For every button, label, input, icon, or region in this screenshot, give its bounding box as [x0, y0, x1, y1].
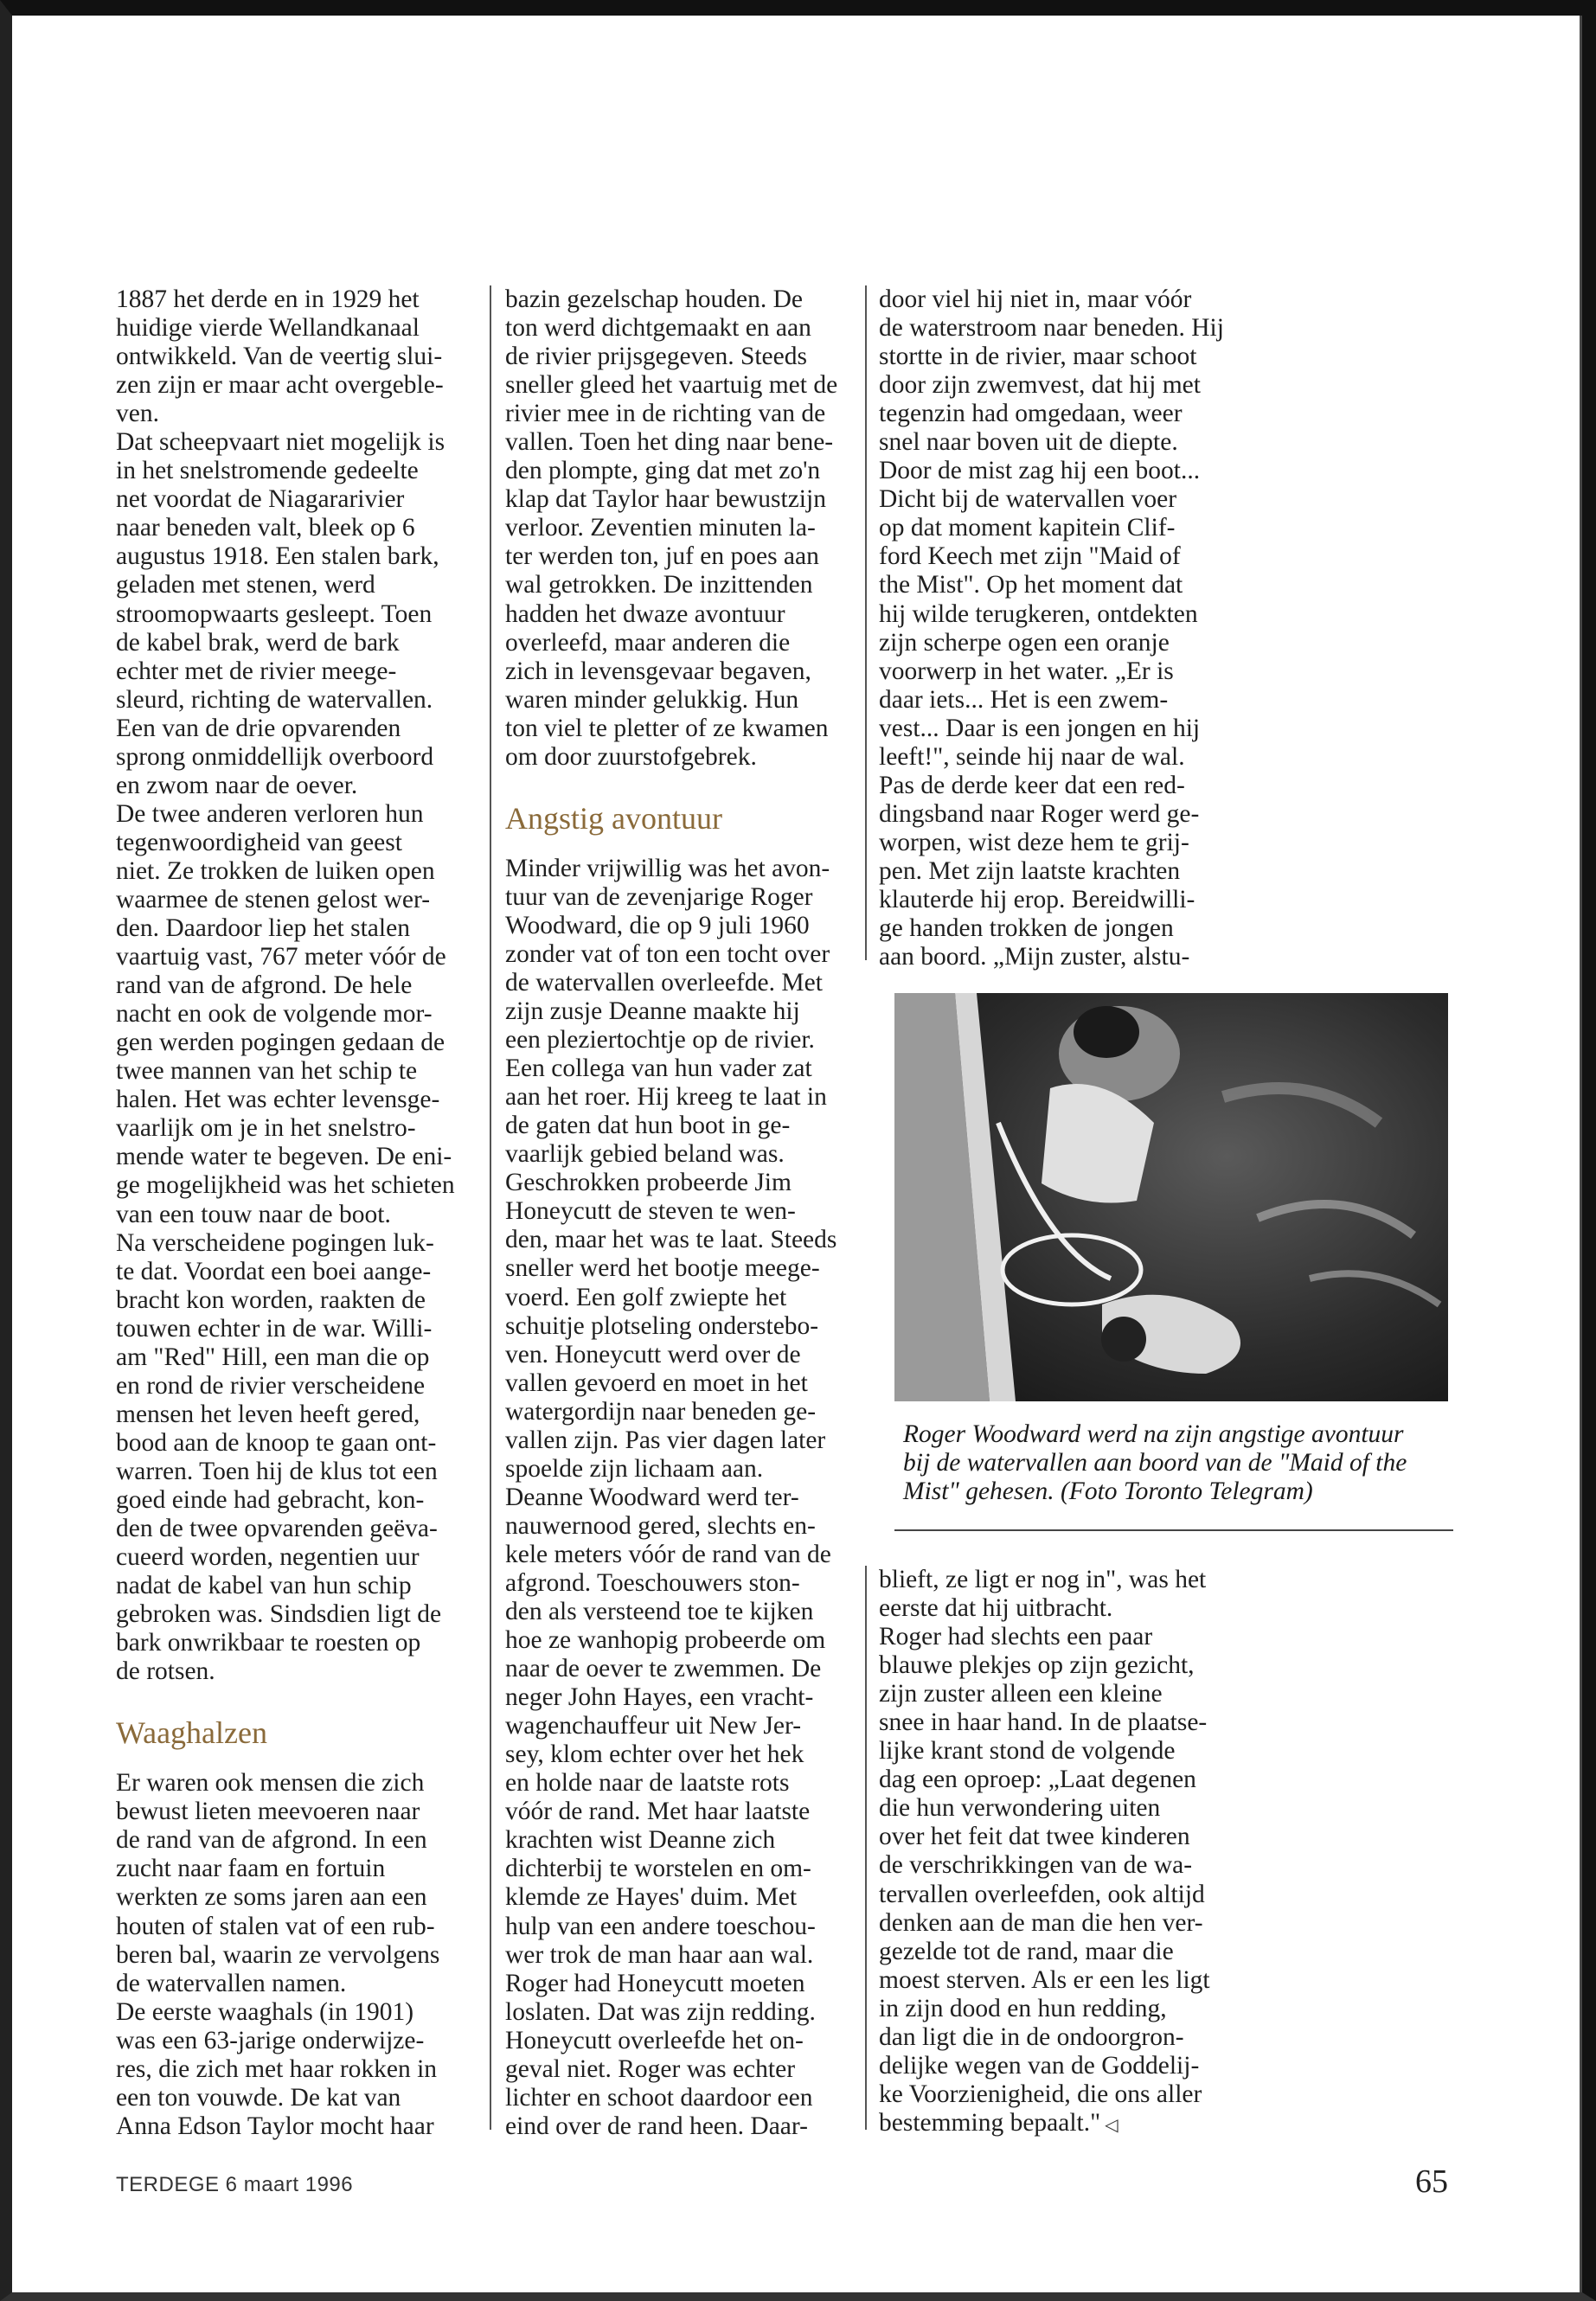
- text-line: de kabel brak, werd de bark: [116, 628, 400, 657]
- text-line: hij wilde terugkeren, ontdekten: [879, 599, 1198, 628]
- text-line: nadat de kabel van hun schip: [116, 1572, 412, 1600]
- text-line: en zwom naar de oever.: [116, 771, 358, 799]
- text-line: houten of stalen vat of een rub-: [116, 1912, 435, 1940]
- text-line: mende water te begeven. De eni-: [116, 1143, 452, 1171]
- text-line: eind over de rand heen. Daar-: [505, 2112, 808, 2140]
- col1-paragraph-2: [116, 428, 488, 800]
- text-line: tegenwoordigheid van geest: [116, 828, 402, 856]
- section-heading-waaghalzen: Waaghalzen: [116, 1715, 267, 1751]
- text-line: klauterde hij erop. Bereidwilli-: [879, 885, 1195, 913]
- text-line: huidige vierde Wellandkanaal: [116, 314, 420, 343]
- text-line: tegenzin had omgedaan, weer: [879, 400, 1183, 428]
- text-line: aan het roer. Hij kreeg te laat in: [505, 1083, 827, 1112]
- text-line: Deanne Woodward werd ter-: [505, 1483, 799, 1511]
- text-line: klemde ze Hayes' duim. Met: [505, 1883, 798, 1912]
- text-line: zijn zusje Deanne maakte hij: [505, 997, 800, 1026]
- text-line: de rand van de afgrond. In een: [116, 1826, 427, 1855]
- text-line: sneller werd het bootje meege-: [505, 1254, 820, 1283]
- text-line: bark onwrikbaar te roesten op: [116, 1629, 421, 1657]
- text-line: den als versteend toe te kijken: [505, 1598, 814, 1626]
- photo-rescue: [894, 993, 1448, 1401]
- text-line: denken aan de man die hen ver-: [879, 1908, 1203, 1937]
- text-line: was een 63-jarige onderwijze-: [116, 2026, 425, 2054]
- text-line: voerd. Een golf zwiepte het: [505, 1283, 787, 1311]
- text-line: werkten ze soms jaren aan een: [116, 1883, 427, 1912]
- text-line: net voordat de Niagararivier: [116, 485, 405, 514]
- text-line: bij de watervallen aan boord van de "Maid of the: [903, 1449, 1407, 1477]
- text-line: den de twee opvarenden geëva-: [116, 1515, 438, 1543]
- text-line: op dat moment kapitein Clif-: [879, 514, 1176, 542]
- text-line: dingsband naar Roger werd ge-: [879, 799, 1200, 828]
- text-line: vallen zijn. Pas vier dagen later: [505, 1426, 826, 1454]
- text-line: den. Daardoor liep het stalen: [116, 914, 410, 943]
- text-line: cueerd worden, negentien uur: [116, 1543, 420, 1572]
- text-line: geladen met stenen, werd: [116, 571, 375, 599]
- text-line: the Mist". Op het moment dat: [879, 571, 1183, 599]
- text-line: den plompte, ging dat met zo'n: [505, 457, 821, 485]
- text-line: ford Keech met zijn "Maid of: [879, 542, 1181, 571]
- text-line: stortte in de rivier, maar schoot: [879, 343, 1197, 371]
- col4-paragraph-1: [879, 1566, 1259, 1623]
- text-line: dichterbij te worstelen en om-: [505, 1855, 811, 1883]
- text-line: over het feit dat twee kinderen: [879, 1823, 1190, 1851]
- text-line: te dat. Voordat een boei aange-: [116, 1257, 432, 1285]
- text-line: blieft, ze ligt er nog in", was het: [879, 1566, 1207, 1593]
- text-line: neger John Hayes, een vracht-: [505, 1683, 814, 1712]
- text-line: warren. Toen hij de klus tot een: [116, 1457, 438, 1485]
- text-line: Mist" gehesen. (Foto Toronto Telegram): [903, 1477, 1313, 1505]
- text-line: Er waren ook mensen die zich: [116, 1769, 425, 1798]
- text-line: naar beneden valt, bleek op 6: [116, 514, 415, 542]
- text-line: dag een oproep: „Laat degenen: [879, 1766, 1196, 1794]
- text-line: stroomopwaarts gesleept. Toen: [116, 599, 433, 628]
- col1-paragraph-3: [116, 800, 488, 1229]
- text-line: Woodward, die op 9 juli 1960: [505, 911, 810, 939]
- text-line: Honeycutt de steven te wen-: [505, 1197, 796, 1226]
- text-line: overleefd, maar anderen die: [505, 628, 791, 657]
- text-line: am "Red" Hill, een man die op: [116, 1343, 430, 1371]
- end-mark-icon: ◁: [1100, 2115, 1118, 2135]
- col2-paragraph-3: [505, 1484, 851, 2141]
- text-line: bazin gezelschap houden. De: [505, 285, 804, 313]
- text-line: ton viel te pletter of ze kwamen: [505, 714, 829, 742]
- text-line: 1887 het derde en in 1929 het: [116, 285, 420, 313]
- photo-illustration: [894, 993, 1448, 1401]
- text-line: Een collega van hun vader zat: [505, 1054, 812, 1083]
- text-line: schuitje plotseling onderstebo-: [505, 1311, 819, 1340]
- text-line: klap dat Taylor haar bewustzijn: [505, 485, 826, 514]
- text-line: gebroken was. Sindsdien ligt de: [116, 1600, 442, 1629]
- text-line: Minder vrijwillig was het avon-: [505, 854, 830, 882]
- text-line: de watervallen overleefde. Met: [505, 968, 823, 997]
- text-line: zijn scherpe ogen een oranje: [879, 628, 1170, 657]
- text-line: om door zuurstofgebrek.: [505, 742, 757, 771]
- text-line: vallen. Toen het ding naar bene-: [505, 428, 834, 457]
- text-line: wal getrokken. De inzittenden: [505, 571, 813, 599]
- text-line: ge mogelijkheid was het schieten: [116, 1171, 455, 1200]
- text-line: van een touw naar de boot.: [116, 1200, 391, 1228]
- text-line: gen werden pogingen gedaan de: [116, 1029, 445, 1057]
- text-line: de rotsen.: [116, 1657, 215, 1686]
- text-line: ven.: [116, 400, 159, 428]
- text-line: pen. Met zijn laatste krachten: [879, 856, 1181, 885]
- text-line: zich in levensgevaar begaven,: [505, 657, 811, 685]
- column-3: [879, 285, 1259, 971]
- text-line: zijn zuster alleen een kleine: [879, 1680, 1163, 1708]
- text-line: De twee anderen verloren hun: [116, 799, 424, 828]
- text-line: en rond de rivier verscheidene: [116, 1371, 426, 1400]
- column-divider-2b: [865, 1566, 867, 2130]
- text-line: lichter en schoot daardoor een: [505, 2083, 813, 2112]
- text-line: hadden het dwaze avontuur: [505, 599, 785, 628]
- text-line: echter met de rivier meege-: [116, 657, 397, 685]
- text-line: Anna Edson Taylor mocht haar: [116, 2112, 434, 2140]
- text-line: die hun verwondering uiten: [879, 1794, 1161, 1823]
- text-line: delijke wegen van de Goddelij-: [879, 2051, 1200, 2080]
- text-line: vaartuig vast, 767 meter vóór de: [116, 943, 446, 971]
- column-divider-2a: [865, 285, 867, 960]
- text-line: zen zijn er maar acht overgeble-: [116, 371, 444, 400]
- text-line: De eerste waaghals (in 1901): [116, 1997, 414, 2026]
- text-line: sprong onmiddellijk overboord: [116, 742, 434, 771]
- text-line: bracht kon worden, raakten de: [116, 1285, 426, 1314]
- col1-paragraph-6: [116, 1998, 488, 2141]
- column-2: [505, 285, 851, 2141]
- text-line: de waterstroom naar beneden. Hij: [879, 314, 1224, 343]
- column-1: [116, 285, 488, 2141]
- text-line: ven. Honeycutt werd over de: [505, 1340, 801, 1368]
- text-line: watergordijn naar beneden ge-: [505, 1397, 817, 1426]
- col1-paragraph-4: [116, 1229, 488, 1687]
- text-line: naar de oever te zwemmen. De: [505, 1655, 822, 1683]
- text-line: tervallen overleefden, ook altijd: [879, 1880, 1205, 1908]
- text-line: dan ligt die in de ondoorgron-: [879, 2022, 1184, 2051]
- section-heading-angstig-avontuur: Angstig avontuur: [505, 800, 722, 836]
- text-line: ge handen trokken de jongen: [879, 914, 1174, 943]
- text-line: Roger had slechts een paar: [879, 1623, 1153, 1651]
- text-line: rand van de afgrond. De hele: [116, 971, 413, 1000]
- text-line: sey, klom echter over het hek: [505, 1740, 804, 1769]
- text-line: Geschrokken probeerde Jim: [505, 1169, 792, 1197]
- text-line: de gaten dat hun boot in ge-: [505, 1112, 791, 1140]
- text-line: vaarlijk om je in het snelstro-: [116, 1114, 416, 1143]
- text-line: sleurd, richting de watervallen.: [116, 685, 433, 714]
- text-line: hulp van een andere toeschou-: [505, 1912, 816, 1940]
- page-edge-rule: [1580, 16, 1582, 2292]
- text-line: den, maar het was te laat. Steeds: [505, 1226, 837, 1254]
- text-line: halen. Het was echter levensge-: [116, 1086, 440, 1114]
- caption-rule: [894, 1529, 1453, 1531]
- text-line: kele meters vóór de rand van de: [505, 1540, 831, 1568]
- text-line: geval niet. Roger was echter: [505, 2054, 796, 2083]
- column-4: [879, 1566, 1259, 2140]
- text-line: sneller gleed het vaartuig met de: [505, 371, 838, 400]
- col2-paragraph-2: [505, 855, 851, 1484]
- text-line: spoelde zijn lichaam aan.: [505, 1454, 764, 1483]
- footer-publication: TERDEGE 6 maart 1996: [116, 2173, 354, 2196]
- text-line: aan boord. „Mijn zuster, alstu-: [879, 943, 1190, 971]
- text-line: een ton vouwde. De kat van: [116, 2083, 401, 2112]
- text-line: ontwikkeld. Van de veertig slui-: [116, 343, 443, 371]
- text-line: moest sterven. Als er een les ligt: [879, 1965, 1210, 1994]
- text-line: augustus 1918. Een stalen bark,: [116, 542, 439, 571]
- text-line: de watervallen namen.: [116, 1969, 347, 1997]
- text-line: snel naar boven uit de diepte.: [879, 428, 1178, 457]
- text-line: bood aan de knoop te gaan ont-: [116, 1428, 437, 1457]
- text-line: nacht en ook de volgende mor-: [116, 1000, 433, 1029]
- text-line: afgrond. Toeschouwers ston-: [505, 1568, 800, 1597]
- text-line: in het snelstromende gedeelte: [116, 457, 419, 485]
- text-line: nauwernood gered, slechts en-: [505, 1511, 816, 1540]
- text-line: door viel hij niet in, maar vóór: [879, 285, 1192, 313]
- text-line: vallen gevoerd en moet in het: [505, 1368, 808, 1397]
- text-line: Dicht bij de watervallen voer: [879, 485, 1177, 514]
- text-line: loslaten. Dat was zijn redding.: [505, 1997, 816, 2026]
- col4-paragraph-2: [879, 1623, 1259, 2140]
- text-line: wer trok de man haar aan wal.: [505, 1940, 814, 1969]
- text-line: en holde naar de laatste rots: [505, 1769, 790, 1798]
- text-line: wagenchauffeur uit New Jer-: [505, 1712, 802, 1740]
- text-line: vóór de rand. Met haar laatste: [505, 1798, 811, 1826]
- text-line: rivier mee in de richting van de: [505, 400, 826, 428]
- text-line: Door de mist zag hij een boot...: [879, 457, 1201, 485]
- text-line: worpen, wist deze hem te grij-: [879, 828, 1189, 856]
- text-line: krachten wist Deanne zich: [505, 1826, 776, 1855]
- text-line: snee in haar hand. In de plaatse-: [879, 1708, 1208, 1737]
- text-line: gezelde tot de rand, maar die: [879, 1937, 1174, 1965]
- page-number: 65: [1415, 2163, 1448, 2200]
- text-line: waren minder gelukkig. Hun: [505, 685, 799, 714]
- text-line: bewust lieten meevoeren naar: [116, 1798, 420, 1826]
- text-line: de verschrikkingen van de wa-: [879, 1851, 1193, 1880]
- text-line: bestemming bepaalt." ◁: [879, 2108, 1118, 2137]
- text-line: vest... Daar is een jongen en hij: [879, 714, 1201, 742]
- text-line: de rivier prijsgegeven. Steeds: [505, 343, 807, 371]
- photo-caption: [903, 1420, 1457, 1506]
- text-line: tuur van de zevenjarige Roger: [505, 882, 813, 911]
- text-line: lijke krant stond de volgende: [879, 1737, 1176, 1766]
- text-line: Pas de derde keer dat een red-: [879, 771, 1185, 799]
- col3-paragraph-1: [879, 285, 1259, 971]
- text-line: Een van de drie opvarenden: [116, 714, 401, 742]
- col1-paragraph-5: [116, 1769, 488, 1997]
- text-line: vaarlijk gebied beland was.: [505, 1140, 785, 1169]
- text-line: blauwe plekjes op zijn gezicht,: [879, 1651, 1195, 1680]
- col2-paragraph-1: [505, 285, 851, 772]
- text-line: res, die zich met haar rokken in: [116, 2054, 438, 2083]
- text-line: Roger Woodward werd na zijn angstige avontuur: [903, 1420, 1404, 1448]
- text-line: waarmee de stenen gelost wer-: [116, 885, 431, 913]
- text-line: daar iets... Het is een zwem-: [879, 685, 1169, 714]
- col1-paragraph-1: [116, 285, 488, 428]
- text-line: ton werd dichtgemaakt en aan: [505, 314, 811, 343]
- text-line: een pleziertochtje op de rivier.: [505, 1026, 815, 1054]
- text-line: hoe ze wanhopig probeerde om: [505, 1626, 826, 1655]
- text-line: beren bal, waarin ze vervolgens: [116, 1940, 440, 1969]
- text-line: voorwerp in het water. „Er is: [879, 657, 1174, 685]
- text-line: zonder vat of ton een tocht over: [505, 939, 830, 968]
- text-line: touwen echter in de war. Willi-: [116, 1314, 433, 1343]
- text-line: mensen het leven heeft gered,: [116, 1400, 420, 1428]
- text-line: Na verscheidene pogingen luk-: [116, 1228, 434, 1257]
- text-line: twee mannen van het schip te: [116, 1057, 418, 1086]
- text-line: eerste dat hij uitbracht.: [879, 1594, 1113, 1623]
- text-line: goed einde had gebracht, kon-: [116, 1485, 425, 1514]
- text-line: zucht naar faam en fortuin: [116, 1855, 386, 1883]
- text-line: ter werden ton, juf en poes aan: [505, 542, 819, 571]
- text-line: door zijn zwemvest, dat hij met: [879, 371, 1201, 400]
- text-line: niet. Ze trokken de luiken open: [116, 856, 435, 885]
- text-line: Dat scheepvaart niet mogelijk is: [116, 428, 445, 457]
- column-divider-1: [490, 285, 491, 2130]
- text-line: ke Voorzienigheid, die ons aller: [879, 2080, 1202, 2108]
- text-line: Roger had Honeycutt moeten: [505, 1969, 805, 1997]
- text-line: Honeycutt overleefde het on-: [505, 2026, 804, 2054]
- text-line: in zijn dood en hun redding,: [879, 1994, 1167, 2022]
- text-line: verloor. Zeventien minuten la-: [505, 514, 816, 542]
- text-line: leeft!", seinde hij naar de wal.: [879, 742, 1185, 771]
